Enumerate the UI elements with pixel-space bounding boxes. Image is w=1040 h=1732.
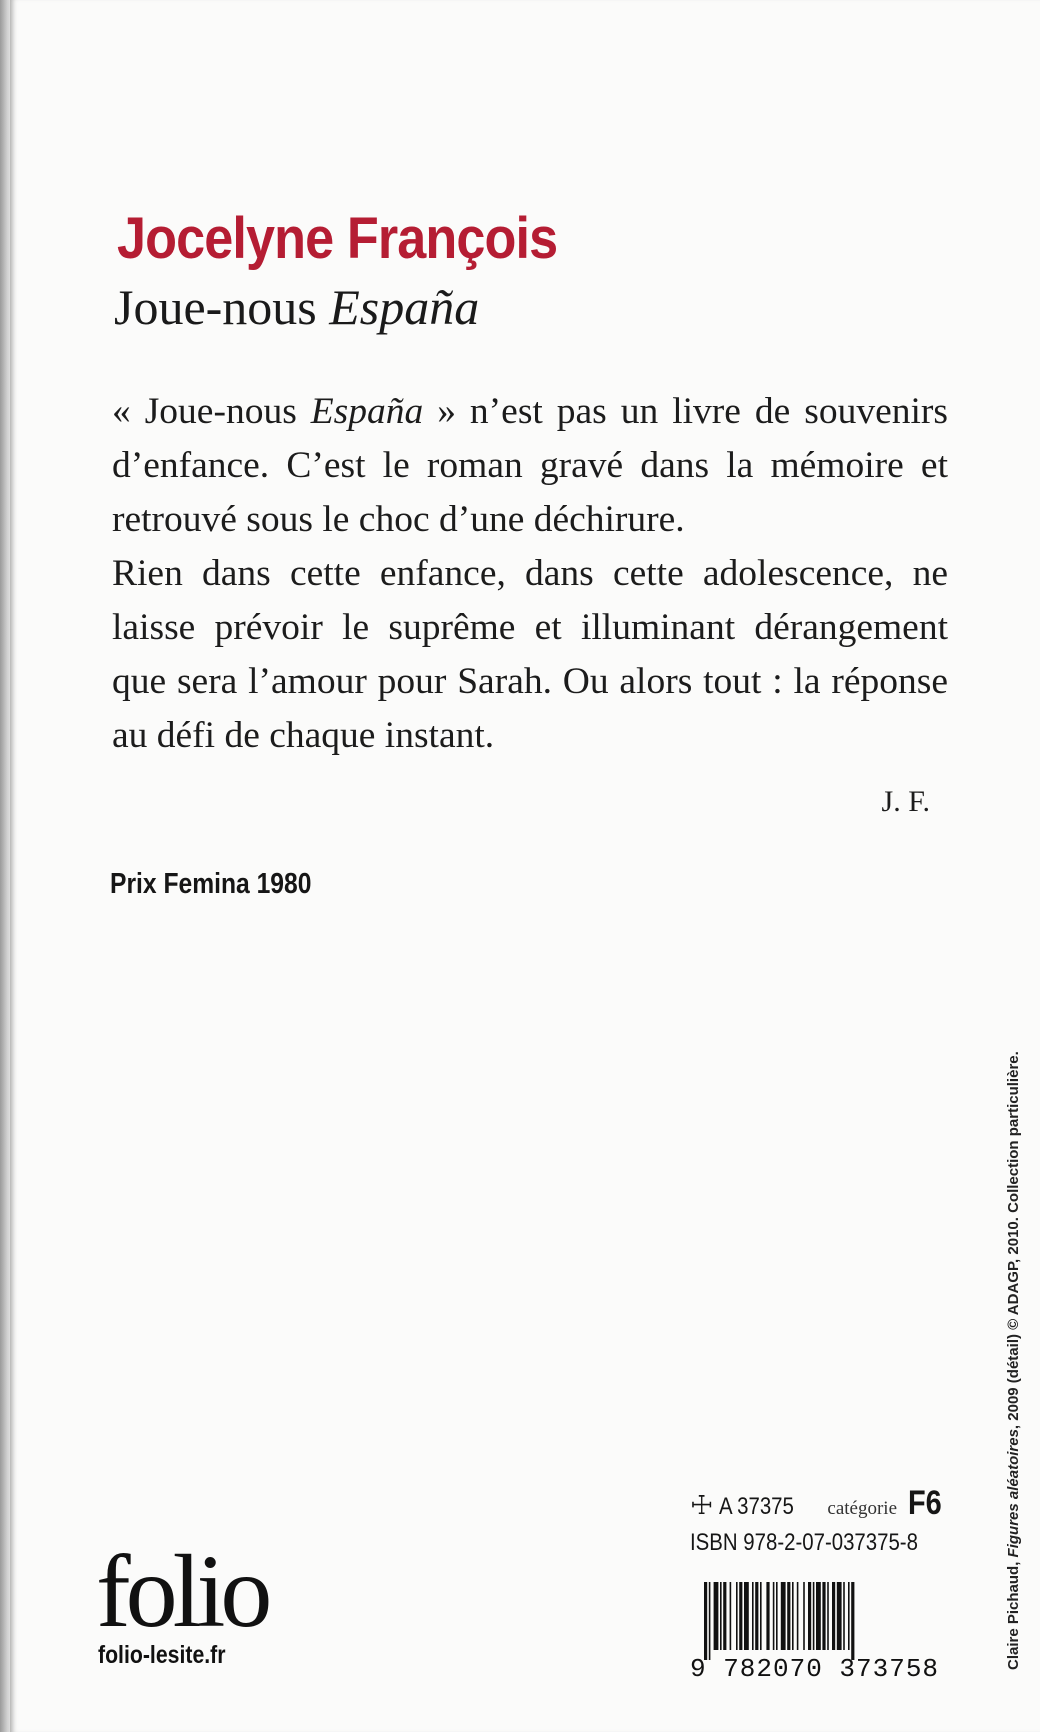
prize-label: Prix Femina 1980 <box>110 868 312 900</box>
gallimard-emblem-icon: ☩ <box>690 1490 714 1520</box>
barcode-bar <box>787 1582 790 1650</box>
barcode-bar <box>837 1582 842 1650</box>
barcode-bar <box>755 1582 758 1650</box>
credit-artist: Claire Pichaud, <box>1005 1557 1022 1670</box>
reference-number: A 37375 <box>719 1493 795 1520</box>
signature: J. F. <box>881 785 930 818</box>
publisher-website: folio-lesite.fr <box>98 1641 226 1669</box>
barcode-bar <box>739 1582 742 1650</box>
book-title-main: Joue-nous <box>114 279 330 335</box>
category-label: catégorie <box>827 1498 898 1519</box>
barcode-bar <box>736 1582 738 1650</box>
barcode-bar <box>730 1582 732 1650</box>
barcode-bar <box>752 1582 754 1650</box>
barcode-bar <box>848 1582 850 1650</box>
barcode-bar <box>723 1582 726 1650</box>
blurb-p1-open: « Joue-nous <box>112 391 311 432</box>
book-title <box>114 278 479 336</box>
barcode-bar <box>720 1582 722 1650</box>
barcode-bar <box>803 1582 805 1650</box>
barcode-bar <box>766 1582 769 1650</box>
barcode-bar <box>827 1582 829 1650</box>
barcode-bar <box>797 1582 799 1650</box>
category-value: F6 <box>908 1484 942 1522</box>
barcode-bar <box>760 1582 762 1650</box>
barcode-bar <box>822 1582 825 1650</box>
blurb-p1-italic: España <box>310 391 424 432</box>
barcode-bar <box>781 1582 786 1650</box>
blurb-p1-rest: » n’est pas un livre de souvenirs d’enfance. C’est le roman gravé dans la mémoire et retrouvé sous le choc d’une déchirure. <box>112 391 948 540</box>
barcode-bar <box>816 1582 821 1650</box>
barcode-bar <box>773 1582 775 1650</box>
credit-work: Figures aléatoires <box>1005 1429 1022 1558</box>
blurb-paragraph-1 <box>112 385 948 547</box>
barcode-bar <box>813 1582 815 1650</box>
image-credit <box>1005 1051 1022 1670</box>
barcode-bar <box>714 1582 719 1650</box>
barcode-bar <box>808 1582 811 1650</box>
blurb <box>112 385 948 763</box>
author-name: Jocelyne François <box>117 206 558 271</box>
reference-line <box>690 1484 950 1523</box>
barcode-bar <box>843 1582 845 1650</box>
product-codes <box>690 1484 950 1557</box>
credit-rest: , 2009 (détail) © ADAGP, 2010. Collection particulière. <box>1005 1051 1022 1430</box>
barcode-bar <box>851 1582 854 1660</box>
folio-logo: folio <box>96 1534 268 1649</box>
barcode-digits: 9 782070 373758 <box>690 1654 940 1684</box>
book-title-italic: España <box>329 279 480 335</box>
barcode-bar <box>704 1582 707 1660</box>
blurb-paragraph-2: Rien dans cette enfance, dans cette adolescence, ne laisse prévoir le suprême et illuminant dérangement que sera l’amour pour Sarah. Ou alors tout : la réponse au défi de chaque instant. <box>112 553 948 756</box>
barcode-bar <box>792 1582 794 1650</box>
barcode-bar <box>744 1582 749 1650</box>
barcode-bar <box>832 1582 835 1650</box>
isbn: ISBN 978-2-07-037375-8 <box>690 1529 918 1556</box>
barcode-bar <box>709 1582 711 1660</box>
barcode-bar <box>776 1582 778 1650</box>
